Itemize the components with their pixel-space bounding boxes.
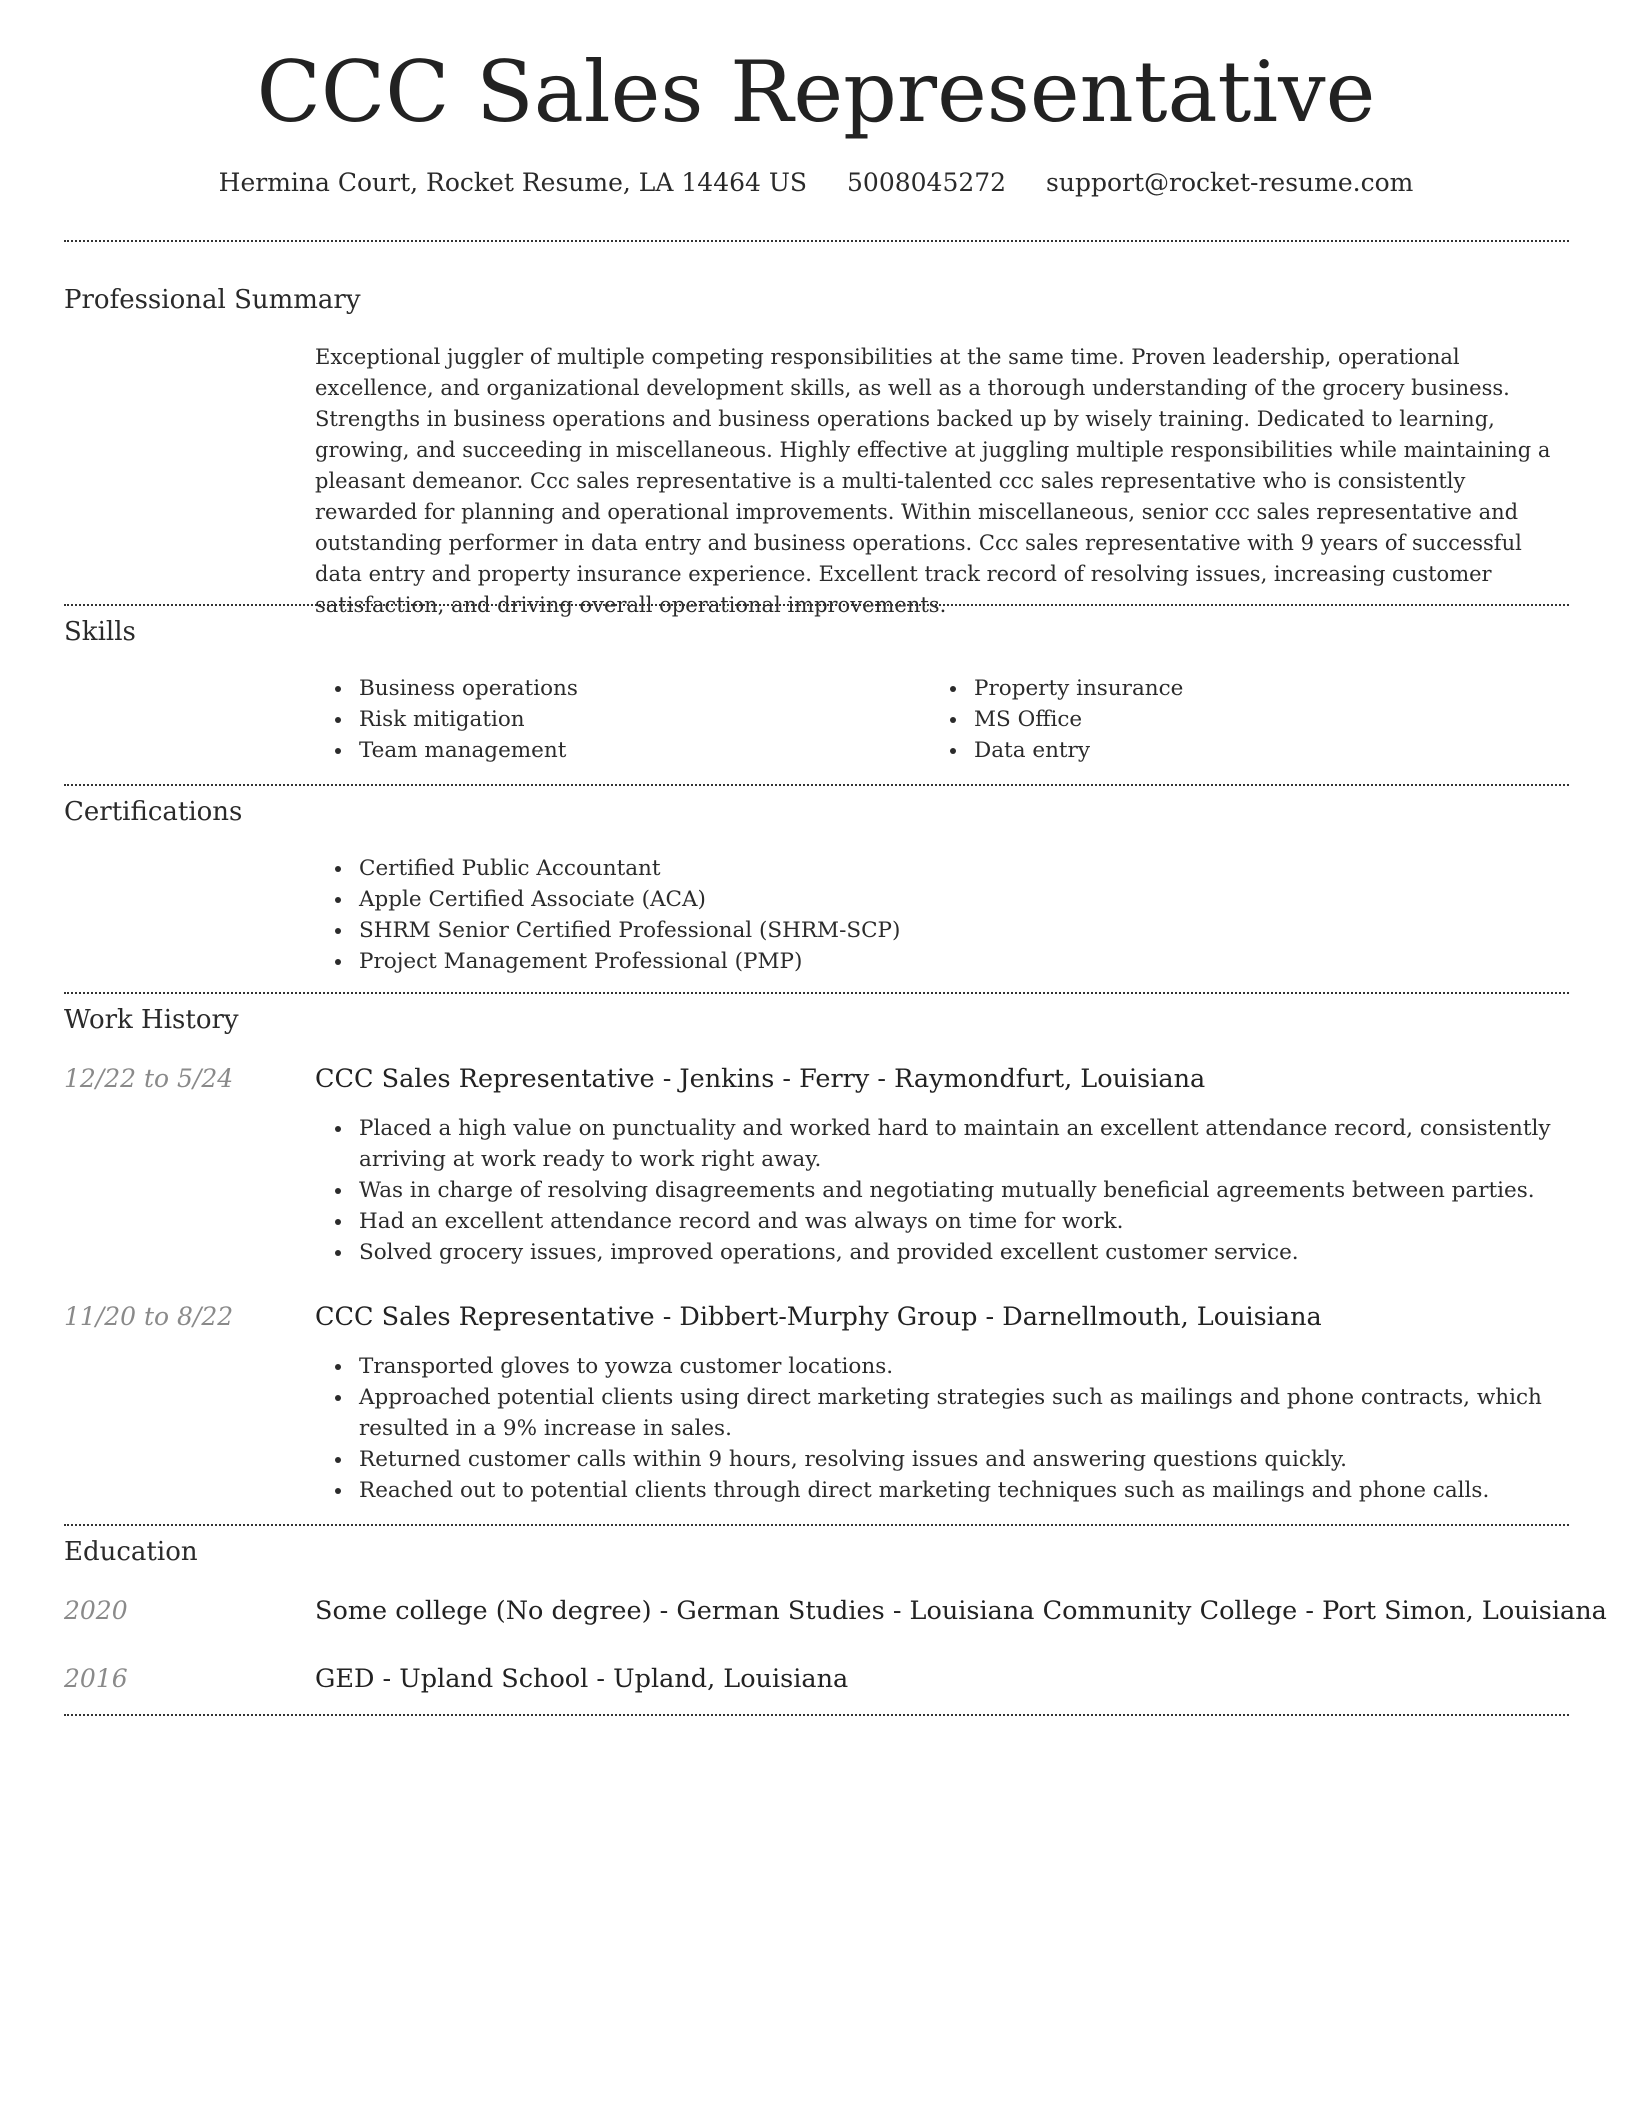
job-dates: 12/22 to 5/24 (64, 1064, 234, 1093)
skill-item: Data entry (930, 735, 1530, 766)
section-divider (64, 240, 1569, 242)
job-bullet: Approached potential clients using direct marketing strategies such as mailings and phone contracts, which resulted in a 9% increase in sales. (315, 1382, 1565, 1444)
resume-header (0, 43, 1632, 197)
job-bullet: Was in charge of resolving disagreements and negotiating mutually beneficial agreements between parties. (315, 1175, 1565, 1206)
job-bullet: Reached out to potential clients through direct marketing techniques such as mailings and phone calls. (315, 1475, 1565, 1506)
skill-item: Team management (315, 735, 915, 766)
certification-item: Apple Certified Associate (ACA) (315, 884, 1565, 915)
contact-address: Hermina Court, Rocket Resume, LA 14464 US (218, 168, 808, 197)
skills-section-title: Skills (64, 617, 136, 647)
section-divider (64, 604, 1569, 606)
education-section-title: Education (64, 1537, 198, 1567)
job-bullet: Had an excellent attendance record and was always on time for work. (315, 1206, 1565, 1237)
candidate-name: CCC Sales Representative (256, 43, 1376, 141)
education-year: 2016 (64, 1664, 128, 1693)
certification-item: SHRM Senior Certified Professional (SHRM-SCP) (315, 915, 1565, 946)
contact-phone: 5008045272 (847, 168, 1007, 197)
job-dates: 11/20 to 8/22 (64, 1302, 234, 1331)
skills-list-right (930, 673, 1530, 766)
job-heading: CCC Sales Representative - Jenkins - Ferry - Raymondfurt, Louisiana (315, 1064, 1206, 1094)
skill-item: Risk mitigation (315, 704, 915, 735)
contact-email[interactable]: support@rocket-resume.com (1046, 168, 1414, 197)
education-entry: Some college (No degree) - German Studies - Louisiana Community College - Port Simon, Louisiana (315, 1596, 1607, 1626)
certification-item: Project Management Professional (PMP) (315, 946, 1565, 977)
work-section-title: Work History (64, 1005, 239, 1035)
section-divider (64, 1714, 1569, 1716)
education-entry: GED - Upland School - Upland, Louisiana (315, 1664, 849, 1694)
section-divider (64, 784, 1569, 786)
skill-item: Business operations (315, 673, 915, 704)
skill-item: Property insurance (930, 673, 1530, 704)
job-bullet: Placed a high value on punctuality and worked hard to maintain an excellent attendance record, consistently arriving at work ready to work right away. (315, 1113, 1565, 1175)
job-bullet: Solved grocery issues, improved operations, and provided excellent customer service. (315, 1237, 1565, 1268)
certifications-list (315, 853, 1565, 977)
job-bullet: Transported gloves to yowza customer locations. (315, 1351, 1565, 1382)
skill-item: MS Office (930, 704, 1530, 735)
section-divider (64, 1524, 1569, 1526)
certification-item: Certified Public Accountant (315, 853, 1565, 884)
section-divider (64, 992, 1569, 994)
summary-section-title: Professional Summary (64, 285, 361, 315)
education-year: 2020 (64, 1596, 128, 1625)
job-bullet: Returned customer calls within 9 hours, resolving issues and answering questions quickly. (315, 1444, 1565, 1475)
contact-line (0, 168, 1632, 197)
job-heading: CCC Sales Representative - Dibbert-Murphy Group - Darnellmouth, Louisiana (315, 1302, 1322, 1332)
summary-text: Exceptional juggler of multiple competing responsibilities at the same time. Proven leadership, operational excellence, and organizational development skills, as well as a thorough understanding of the grocery business. Strengths in business operations and business operations backed up by wisely training. Dedicated to learning, growing, and succeeding in miscellaneous. Highly effective at juggling multiple responsibilities while maintaining a pleasant demeanor. Ccc sales representative is a multi-talented ccc sales representative who is consistently rewarded for planning and operational improvements. Within miscellaneous, senior ccc sales representative and outstanding performer in data entry and business operations. Ccc sales representative with 9 years of successful data entry and property insurance experience. Excellent track record of resolving issues, increasing customer satisfaction, and driving overall operational improvements. (315, 345, 1551, 617)
job-bullets (315, 1351, 1565, 1506)
skills-list-left (315, 673, 915, 766)
job-bullets (315, 1113, 1565, 1268)
certifications-section-title: Certifications (64, 797, 243, 827)
